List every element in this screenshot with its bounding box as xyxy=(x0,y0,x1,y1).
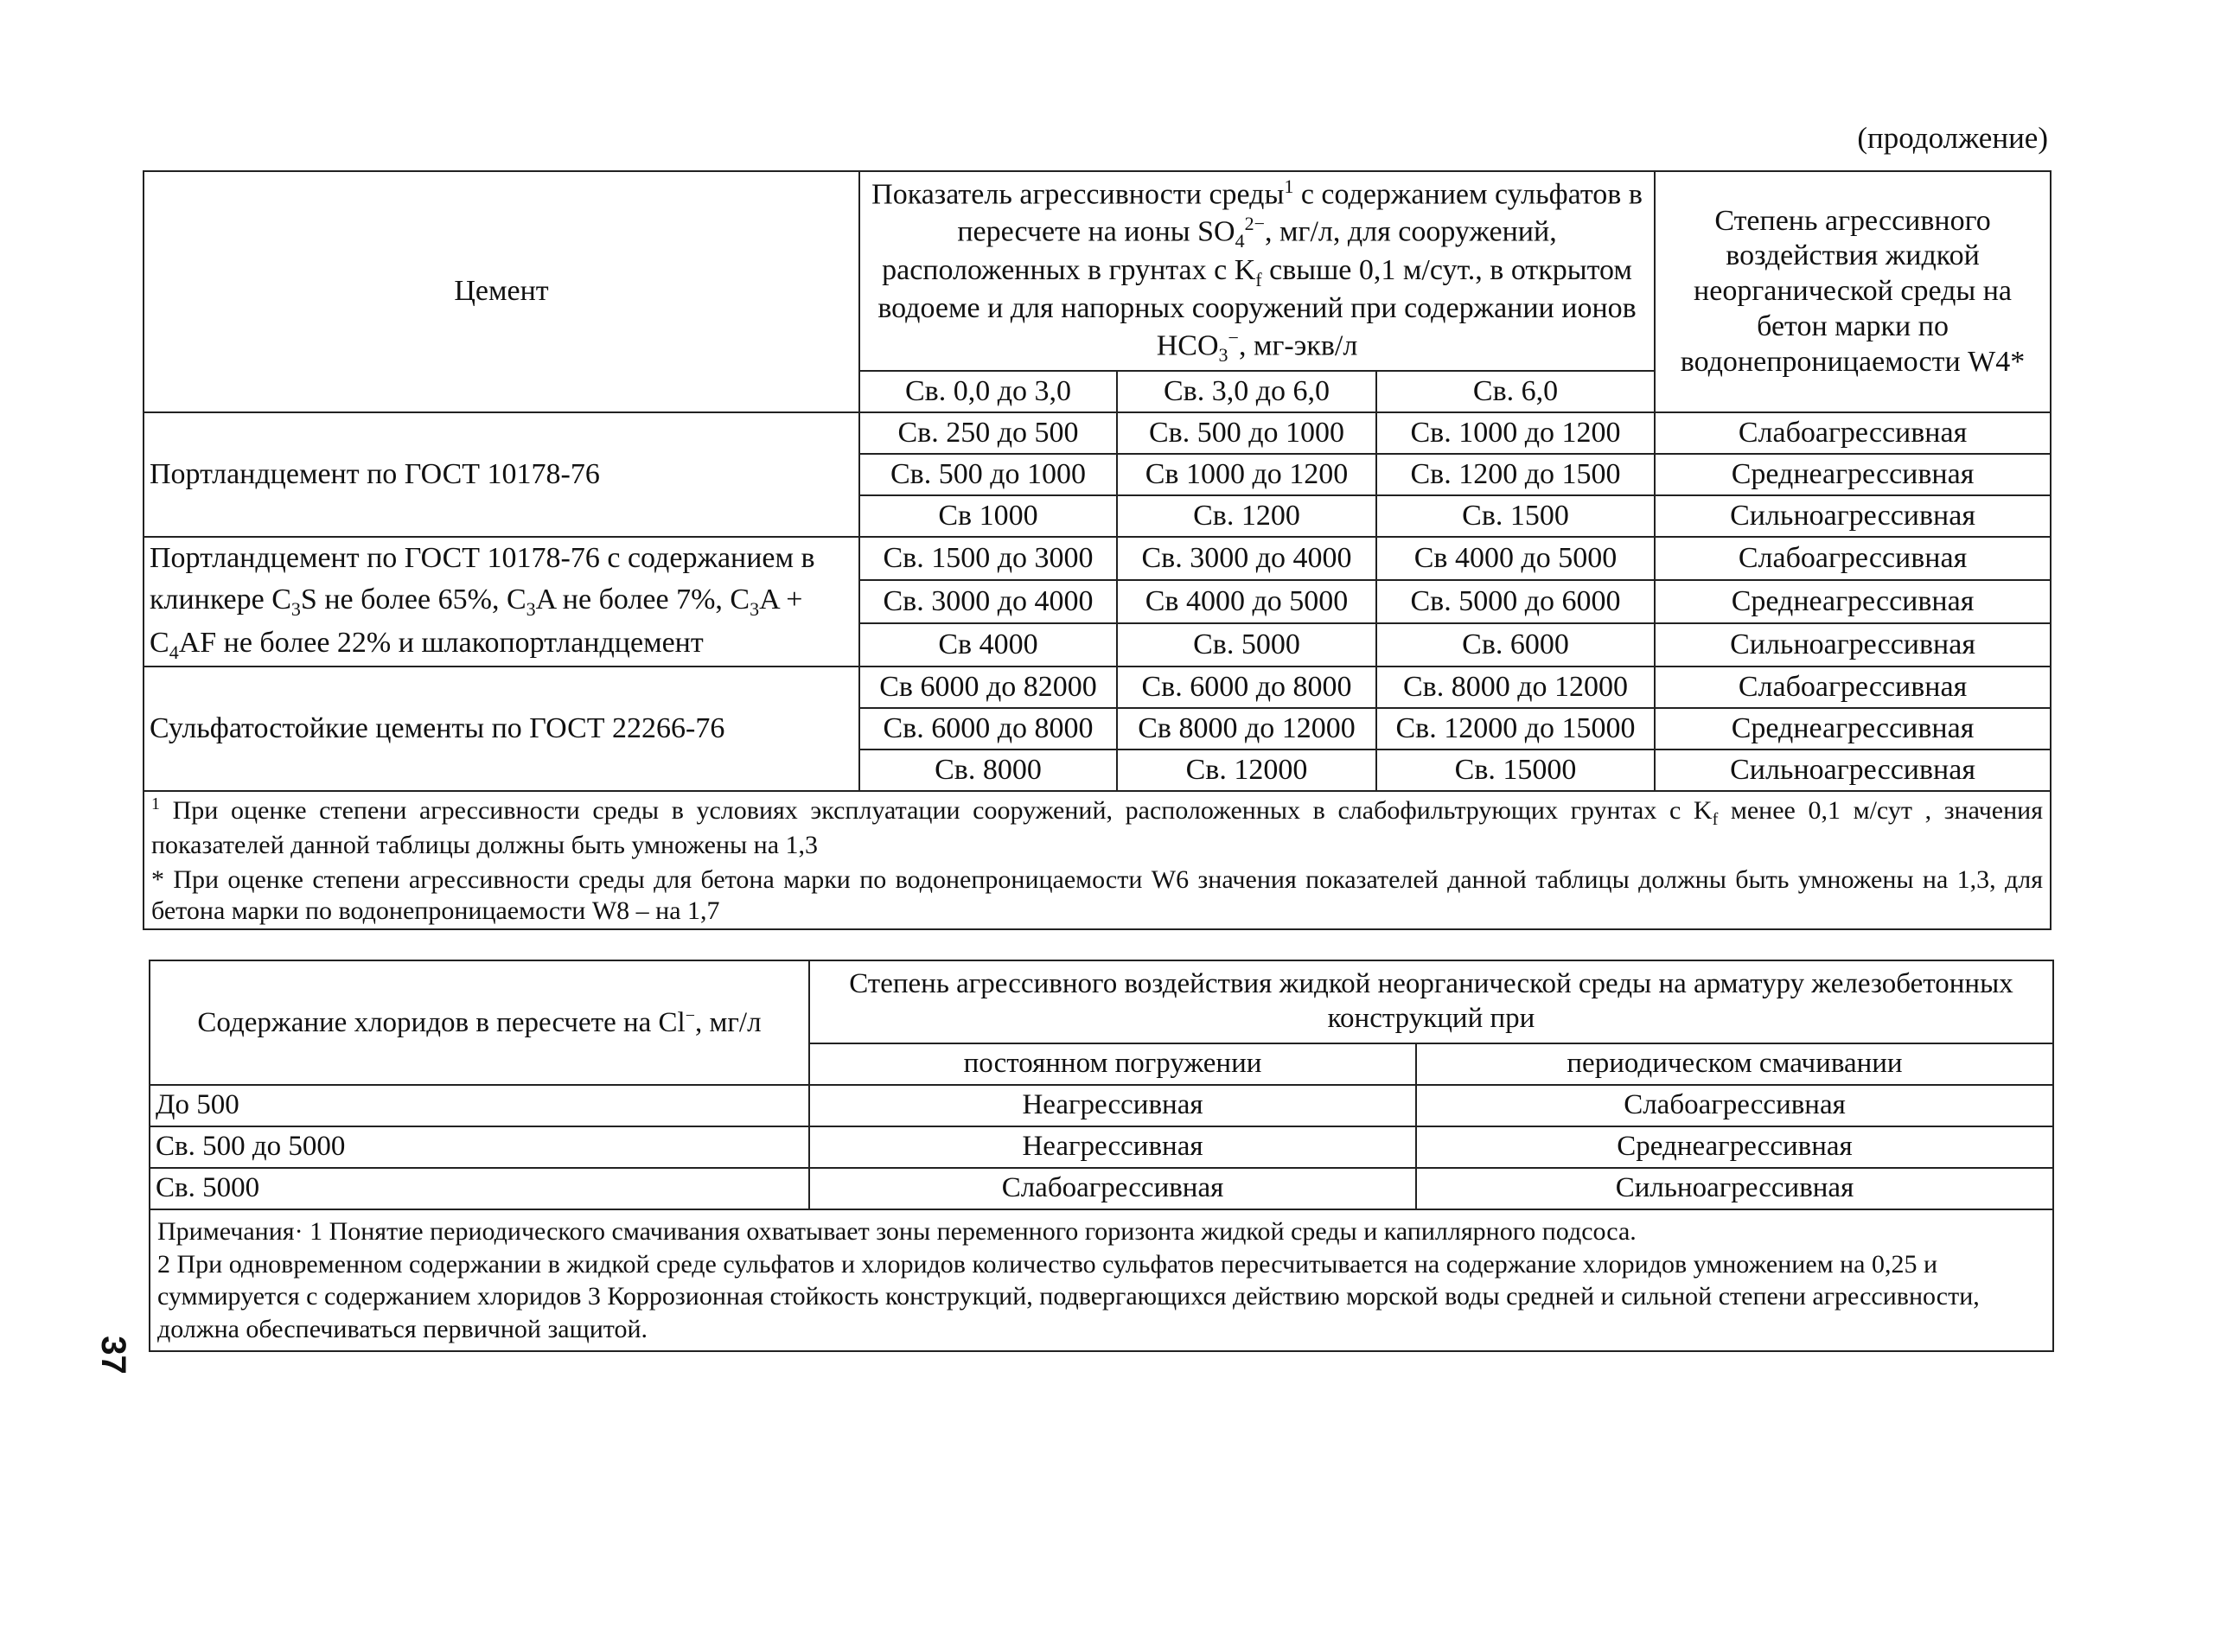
value-cell: Св. 1500 до 3000 xyxy=(859,537,1117,580)
value-cell: Св. 6000 до 8000 xyxy=(859,708,1117,749)
periodic-cell: Слабоагрессивная xyxy=(1416,1085,2053,1126)
degree-cell: Среднеагрессивная xyxy=(1655,708,2051,749)
value-cell: Св 1000 xyxy=(859,495,1117,537)
cement-cell: Портландцемент по ГОСТ 10178-76 с содержанием в клинкере $C_3S$ не более 65%, $C_3A$ не более 7%, $C_3A + C_4AF$ не более 22% и шлакопортландцемент xyxy=(144,537,859,667)
value-cell: Св. 5000 xyxy=(1117,623,1376,667)
degree-cell: Слабоагрессивная xyxy=(1655,537,2051,580)
table-row xyxy=(150,1085,2053,1126)
degree-cell: Сильноагрессивная xyxy=(1655,495,2051,537)
notes xyxy=(150,1209,2053,1351)
footnotes xyxy=(144,791,2051,929)
subheader-col1: Св. 0,0 до 3,0 xyxy=(859,371,1117,412)
table-row xyxy=(150,1168,2053,1209)
value-cell: Св. 500 до 1000 xyxy=(1117,412,1376,454)
value-cell: Св. 250 до 500 xyxy=(859,412,1117,454)
table-row xyxy=(144,537,2051,580)
sulfate-aggressiveness-table xyxy=(143,170,2052,930)
footnote-1: $^1$ При оценке степени агрессивности среды в условиях эксплуатации сооружений, расположенных в слабофильтрующих грунтах с $K_f$ менее 0,1 м/сут , значения показателей данной таблицы должны быть умножены на 1,3 xyxy=(151,794,2044,860)
subheader-col3: Св. 6,0 xyxy=(1376,371,1655,412)
value-cell: Св. 6000 xyxy=(1376,623,1655,667)
cement-header: Цемент xyxy=(144,171,859,412)
degree-header: Степень агрессивного воздействия жидкой неорганической среды на бетон марки по водонепроницаемости W4* xyxy=(1655,171,2051,412)
value-cell: Св. 1500 xyxy=(1376,495,1655,537)
subheader-col2: Св. 3,0 до 6,0 xyxy=(1117,371,1376,412)
note-2: 2 При одновременном содержании в жидкой среде сульфатов и хлоридов количество сульфатов пересчитывается на содержание хлоридов умножением на 0,25 и суммируется с содержанием хлоридов 3 Коррозионная стойкость конструкций, подвергающихся действию морской воды средней и сильной степени агрессивности, должна обеспечиваться первичной защитой. xyxy=(157,1249,1980,1343)
table-row xyxy=(144,412,2051,454)
page-number: 37 xyxy=(93,1336,132,1375)
periodic-wetting-header: периодическом смачивании xyxy=(1416,1043,2053,1085)
constant-immersion-header: постоянном погружении xyxy=(809,1043,1416,1085)
value-cell: Св. 500 до 1000 xyxy=(859,454,1117,495)
value-cell: Св. 8000 xyxy=(859,749,1117,791)
table-row xyxy=(144,667,2051,708)
value-cell: Св. 3000 до 4000 xyxy=(859,580,1117,623)
value-cell: Св 1000 до 1200 xyxy=(1117,454,1376,495)
table1-header-row xyxy=(144,171,2051,371)
value-cell: Св 4000 до 5000 xyxy=(1376,537,1655,580)
indicator-header: Показатель агрессивности среды$^1$ с содержанием сульфатов в пересчете на ионы $SO_4^{2-}$, мг/л, для сооружений, расположенных в грунтах с $K_f$ свыше 0,1 м/сут., в открытом водоеме и для напорных сооружений при содержании ионов $HCO_3^-$, мг-экв/л xyxy=(859,171,1655,371)
periodic-cell: Среднеагрессивная xyxy=(1416,1126,2053,1168)
degree-cell: Среднеагрессивная xyxy=(1655,580,2051,623)
degree-cell: Слабоагрессивная xyxy=(1655,412,2051,454)
value-cell: Св. 3000 до 4000 xyxy=(1117,537,1376,580)
degree-cell: Сильноагрессивная xyxy=(1655,749,2051,791)
value-cell: Св. 12000 до 15000 xyxy=(1376,708,1655,749)
value-cell: Св. 6000 до 8000 xyxy=(1117,667,1376,708)
constant-cell: Слабоагрессивная xyxy=(809,1168,1416,1209)
notes-row xyxy=(150,1209,2053,1351)
value-cell: Св. 1000 до 1200 xyxy=(1376,412,1655,454)
footnote-row xyxy=(144,791,2051,929)
value-cell: Св. 12000 xyxy=(1117,749,1376,791)
table-row xyxy=(150,1126,2053,1168)
table2-header-row xyxy=(150,960,2053,1043)
constant-cell: Неагрессивная xyxy=(809,1085,1416,1126)
value-cell: Св 4000 xyxy=(859,623,1117,667)
reinforcement-degree-header: Степень агрессивного воздействия жидкой неорганической среды на арматуру железобетонных конструкций при xyxy=(809,960,2053,1043)
degree-cell: Сильноагрессивная xyxy=(1655,623,2051,667)
value-cell: Св. 1200 до 1500 xyxy=(1376,454,1655,495)
value-cell: Св 8000 до 12000 xyxy=(1117,708,1376,749)
value-cell: Св. 1200 xyxy=(1117,495,1376,537)
note-1: Примечания· 1 Понятие периодического смачивания охватывает зоны переменного горизонта жидкой среды и капиллярного подсоса. xyxy=(157,1217,1637,1246)
value-cell: Св 4000 до 5000 xyxy=(1117,580,1376,623)
chloride-content-cell: Св. 5000 xyxy=(150,1168,809,1209)
periodic-cell: Сильноагрессивная xyxy=(1416,1168,2053,1209)
footnote-2: * При оценке степени агрессивности среды для бетона марки по водонепроницаемости W6 значения показателей данной таблицы должны быть умножены на 1,3, для бетона марки по водонепроницаемости W8 – на 1,7 xyxy=(151,865,2044,926)
value-cell: Св. 8000 до 12000 xyxy=(1376,667,1655,708)
continuation-label: (продолжение) xyxy=(1857,121,2048,155)
cement-cell: Сульфатостойкие цементы по ГОСТ 22266-76 xyxy=(144,667,859,791)
degree-cell: Слабоагрессивная xyxy=(1655,667,2051,708)
chloride-aggressiveness-table xyxy=(149,960,2054,1352)
value-cell: Св. 5000 до 6000 xyxy=(1376,580,1655,623)
chloride-content-cell: Св. 500 до 5000 xyxy=(150,1126,809,1168)
constant-cell: Неагрессивная xyxy=(809,1126,1416,1168)
degree-cell: Среднеагрессивная xyxy=(1655,454,2051,495)
value-cell: Св 6000 до 82000 xyxy=(859,667,1117,708)
chloride-content-cell: До 500 xyxy=(150,1085,809,1126)
chlorides-header: Содержание хлоридов в пересчете на Cl−, мг/л xyxy=(150,960,809,1085)
cement-cell: Портландцемент по ГОСТ 10178-76 xyxy=(144,412,859,537)
value-cell: Св. 15000 xyxy=(1376,749,1655,791)
